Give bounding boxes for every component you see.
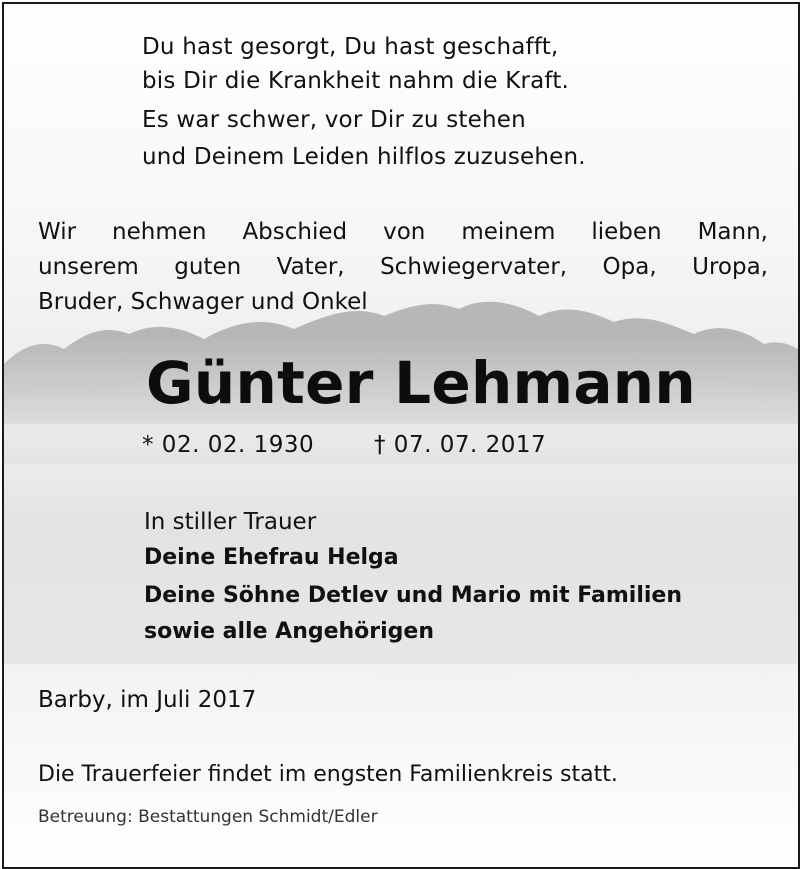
poem-line-2: bis Dir die Krankheit nahm die Kraft. [142, 68, 570, 94]
intro-line-3: Bruder, Schwager und Onkel [38, 289, 368, 315]
poem-line-4: und Deinem Leiden hilflos zuzusehen. [142, 144, 586, 170]
mourners-heading: In stiller Trauer [144, 509, 317, 535]
birth-date: * 02. 02. 1930 [142, 432, 315, 458]
mourner-line-1: Deine Ehefrau Helga [144, 545, 399, 570]
obituary-frame [2, 2, 800, 869]
intro-line-1: Wir nehmen Abschied von meinem lieben Mann, [38, 219, 768, 245]
intro-line-2: unserem guten Vater, Schwiegervater, Opa, Uropa, [38, 254, 768, 280]
poem-line-3: Es war schwer, vor Dir zu stehen [142, 107, 526, 133]
deceased-name: Günter Lehmann [146, 349, 696, 417]
place-date: Barby, im Juli 2017 [38, 687, 257, 713]
death-date: † 07. 07. 2017 [374, 432, 547, 458]
obituary-text [4, 4, 798, 867]
poem-line-1: Du hast gesorgt, Du hast geschafft, [142, 34, 559, 60]
mourner-line-3: sowie alle Angehörigen [144, 619, 435, 644]
farewell-intro [38, 215, 768, 320]
ceremony-note: Die Trauerfeier findet im engsten Familienkreis statt. [38, 762, 618, 787]
funeral-home-credit: Betreuung: Bestattungen Schmidt/Edler [38, 807, 378, 827]
mourner-line-2: Deine Söhne Detlev und Mario mit Familien [144, 583, 682, 608]
